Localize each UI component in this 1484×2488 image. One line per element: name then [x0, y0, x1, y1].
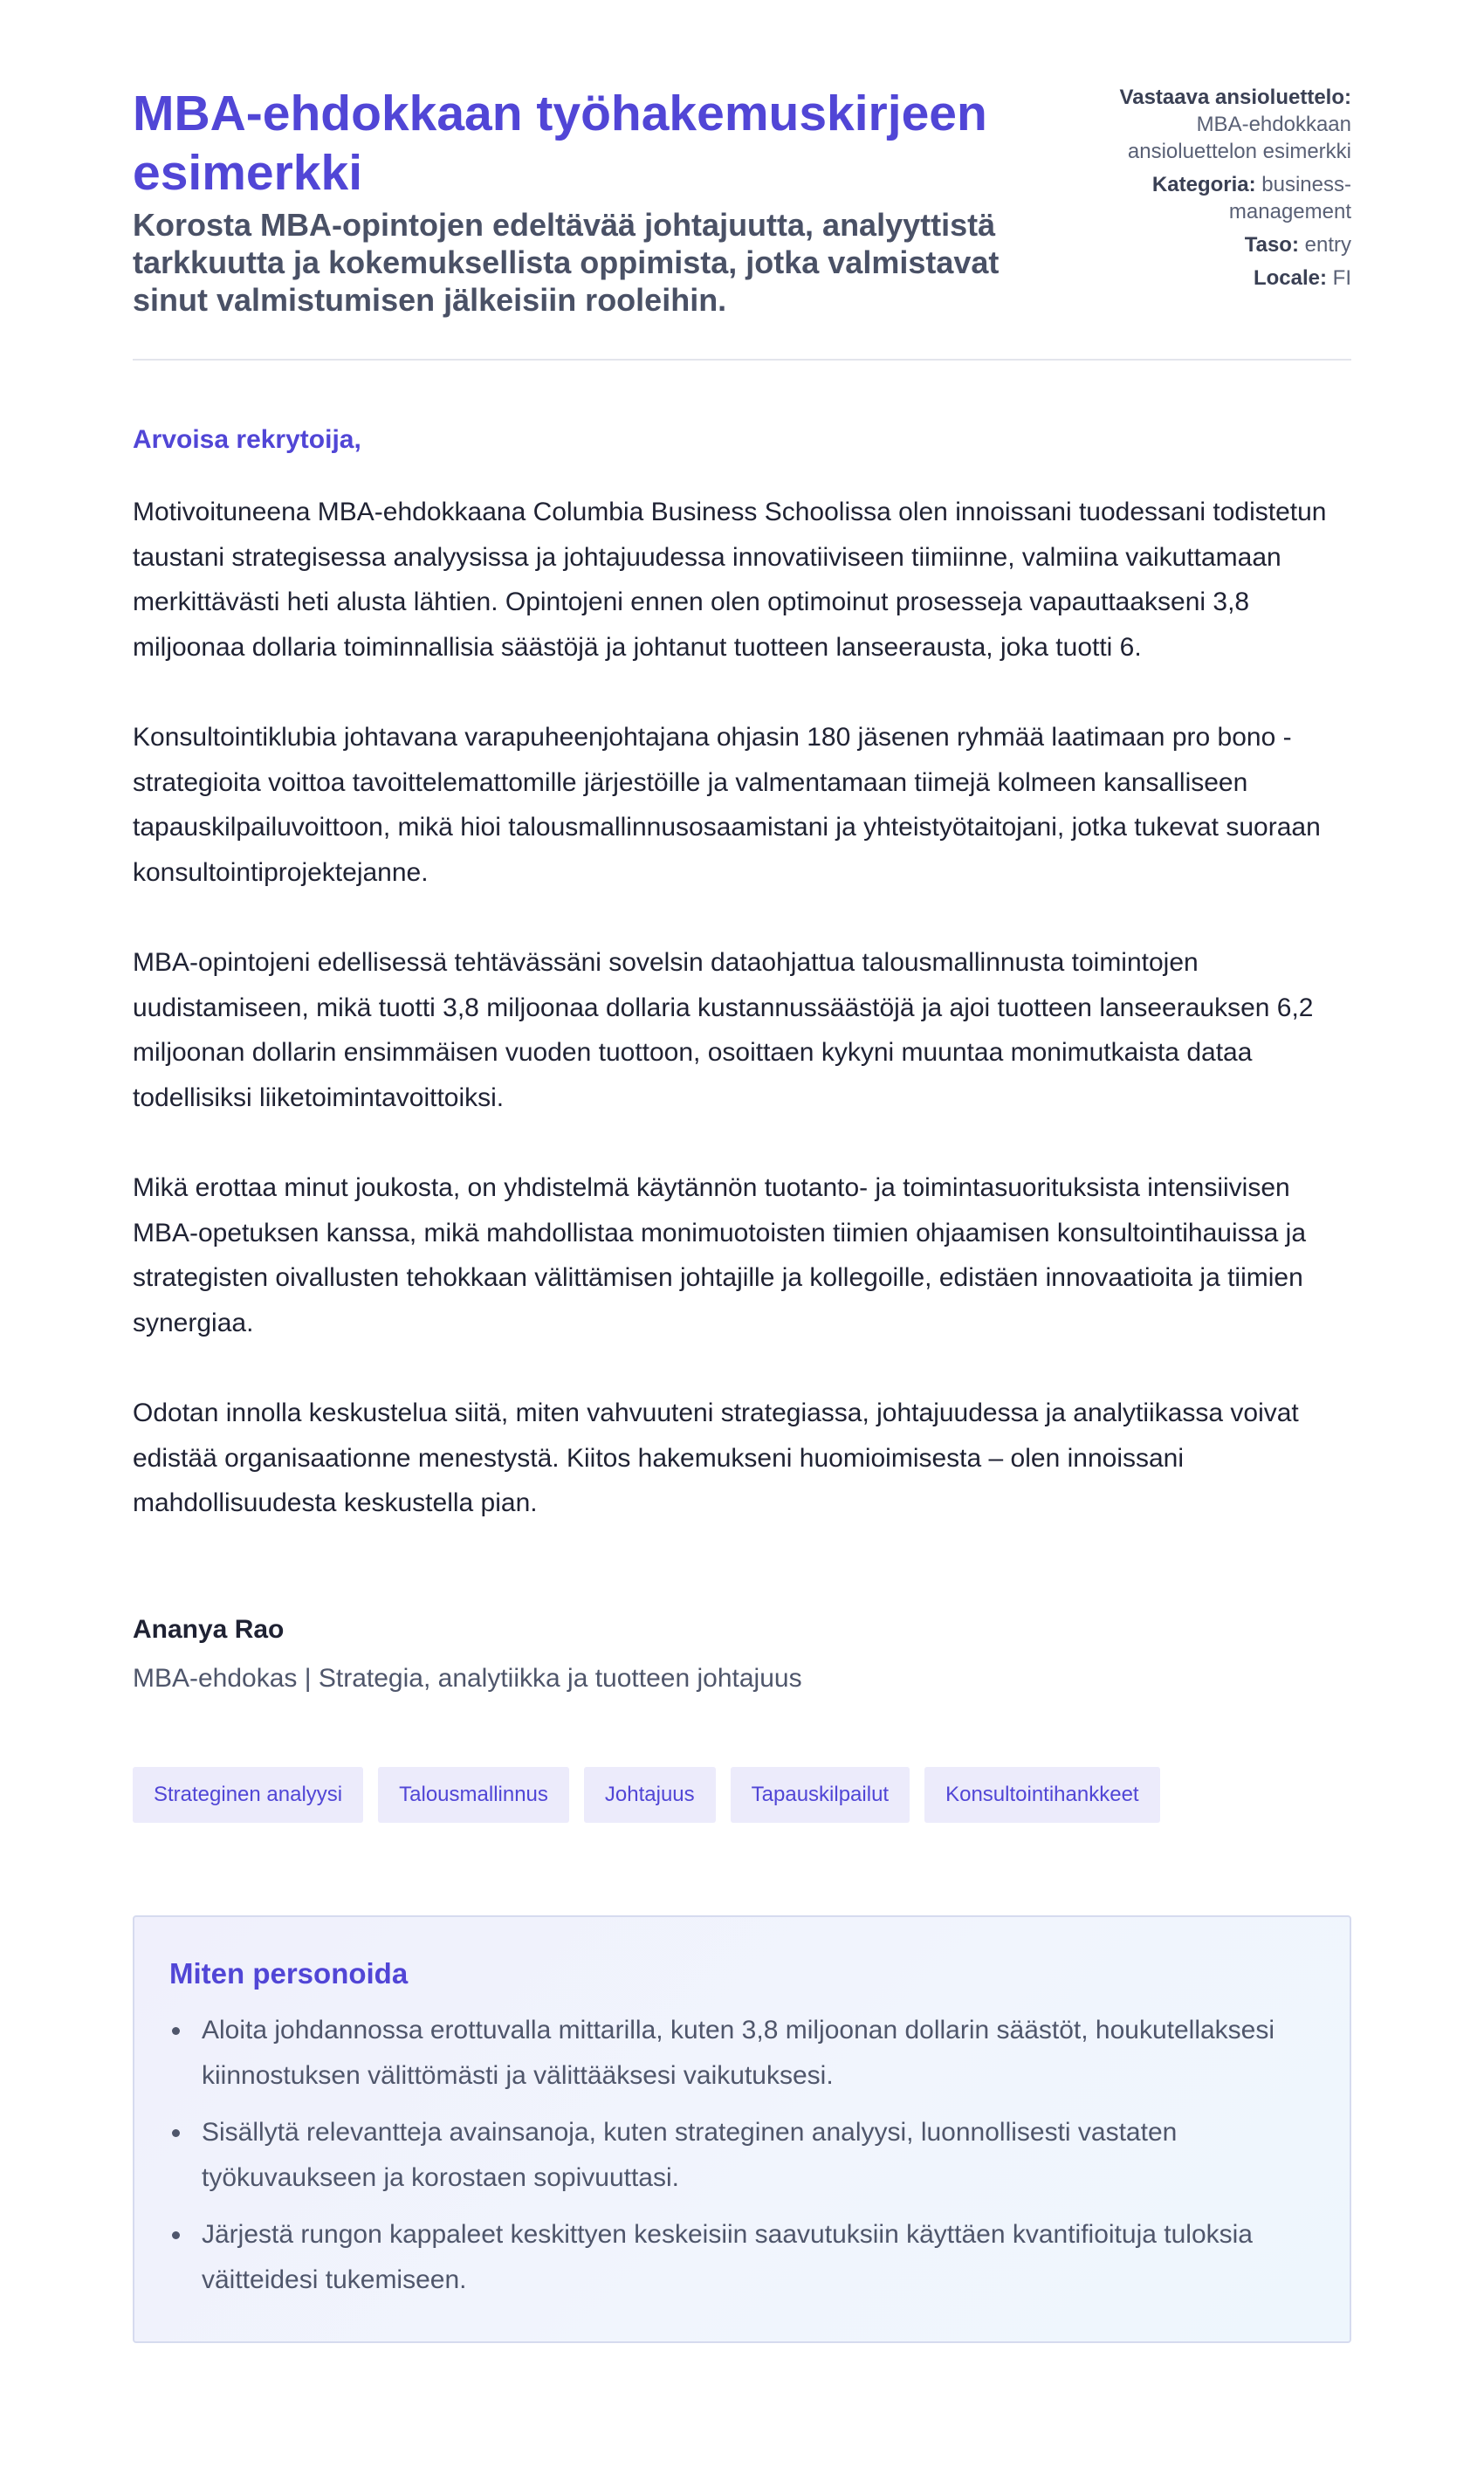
skill-tag: Strateginen analyysi [133, 1767, 363, 1823]
meta-resume [1063, 84, 1351, 165]
tip-text: Järjestä rungon kappaleet keskittyen keskeisiin saavutuksiin käyttäen kvantifioituja tuloksia väitteidesi tukemiseen. [202, 2219, 1253, 2294]
meta-category-value: business-management [1228, 173, 1351, 223]
bullet-icon [172, 2231, 180, 2239]
letter-paragraph: MBA-opintojeni edellisessä tehtävässäni sovelsin dataohjattua talousmallinnusta toimintojen uudistamiseen, mikä tuotti 3,8 miljoonaa dollaria kustannussäästöjä ja ajoi tuotteen lanseerauksen 6,2 miljoonan dollarin ensimmäisen vuoden tuottoon, osoittaen kykyni muuntaa monimutkaista dataa todellisiksi liiketoimintavoittoiksi. [133, 948, 1314, 1112]
letter-paragraph: Mikä erottaa minut joukosta, on yhdistelmä käytännön tuotanto- ja toimintasuorituksista intensiivisen MBA-opetuksen kanssa, mikä mahdollistaa monimuotoisten tiimien ohjaamisen konsultointihauissa ja strategisten oivallusten tehokkaan välittämisen johtajille ja kollegoille, edistäen innovaatioita ja tiimien synergiaa. [133, 1173, 1307, 1337]
page-title: MBA-ehdokkaan työhakemuskirjeen esimerkki [133, 86, 987, 201]
tips-title: Miten personoida [169, 1956, 409, 1990]
skill-tag: Tapauskilpailut [731, 1767, 910, 1823]
tip-item [169, 2212, 1315, 2303]
meta-resume-label: Vastaava ansioluettelo: [1119, 86, 1351, 109]
meta-panel [1063, 84, 1351, 298]
skill-tags [133, 1767, 1351, 1823]
tip-text: Sisällytä relevantteja avainsanoja, kuten strateginen analyysi, luonnollisesti vastaten työkuvaukseen ja korostaen sopivuuttasi. [202, 2117, 1178, 2192]
letter-paragraph: Konsultointiklubia johtavana varapuheenjohtajana ohjasin 180 jäsenen ryhmää laatimaan pro bono -strategioita voittoa tavoittelemattomille järjestöille ja valmentamaan tiimejä kolmeen kansalliseen tapauskilpailuvoittoon, mikä hioi talousmallinnusosaamistani ja yhteistyötaitojani, jotka tukevat suoraan konsultointiprojektejanne. [133, 723, 1321, 887]
bullet-icon [172, 2027, 180, 2035]
skill-tag: Talousmallinnus [378, 1767, 569, 1823]
meta-level-value: entry [1304, 233, 1351, 257]
meta-level-label: Taso: [1244, 233, 1299, 257]
meta-category-label: Kategoria: [1151, 173, 1256, 196]
signature-name: Ananya Rao [133, 1614, 285, 1644]
page-header [133, 0, 1351, 361]
letter-body [133, 490, 1351, 1526]
personalization-tips [133, 1915, 1351, 2343]
letter-paragraph: Motivoituneena MBA-ehdokkaana Columbia Business Schoolissa olen innoissani tuodessani todistetun taustani strategisessa analyysissa ja johtajuudessa innovatiiviseen tiimiinne, valmiina vaikuttamaan merkittävästi heti alusta lähtien. Opintojeni ennen olen optimoinut prosesseja vapauttaakseni 3,8 miljoonaa dollaria toiminnallisia säästöjä ja johtanut tuotteen lanseerausta, joka tuotti 6. [133, 498, 1327, 662]
meta-category [1063, 171, 1351, 225]
bullet-icon [172, 2129, 180, 2137]
header-titles [133, 84, 1041, 319]
letter-greeting: Arvoisa rekrytoija, [133, 425, 361, 454]
meta-resume-value: MBA-ehdokkaan ansioluettelon esimerkki [1127, 113, 1351, 163]
skill-tag: Konsultointihankkeet [924, 1767, 1159, 1823]
tips-list [169, 2008, 1315, 2303]
meta-level [1063, 231, 1351, 258]
tip-item [169, 2008, 1315, 2099]
signature-role: MBA-ehdokas | Strategia, analytiikka ja tuotteen johtajuus [133, 1663, 802, 1693]
meta-locale [1063, 265, 1351, 292]
tip-text: Aloita johdannossa erottuvalla mittarilla, kuten 3,8 miljoonan dollarin säästöt, houkutellaksesi kiinnostuksen välittömästi ja välittääksesi vaikutuksesi. [202, 2015, 1275, 2090]
letter-paragraph: Odotan innolla keskustelua siitä, miten vahvuuteni strategiassa, johtajuudessa ja analytiikassa voivat edistää organisaationne menestystä. Kiitos hakemukseni huomioimisesta – olen innoissani mahdollisuudesta keskustella pian. [133, 1399, 1299, 1517]
signature-block [133, 1615, 1351, 1694]
meta-locale-label: Locale: [1253, 266, 1327, 290]
skill-tag: Johtajuus [584, 1767, 716, 1823]
tip-item [169, 2110, 1315, 2201]
page-subtitle: Korosta MBA-opintojen edeltävää johtajuutta, analyyttistä tarkkuutta ja kokemuksellista oppimista, jotka valmistavat sinut valmistumisen jälkeisiin rooleihin. [133, 207, 1000, 318]
meta-locale-value: FI [1332, 266, 1351, 290]
